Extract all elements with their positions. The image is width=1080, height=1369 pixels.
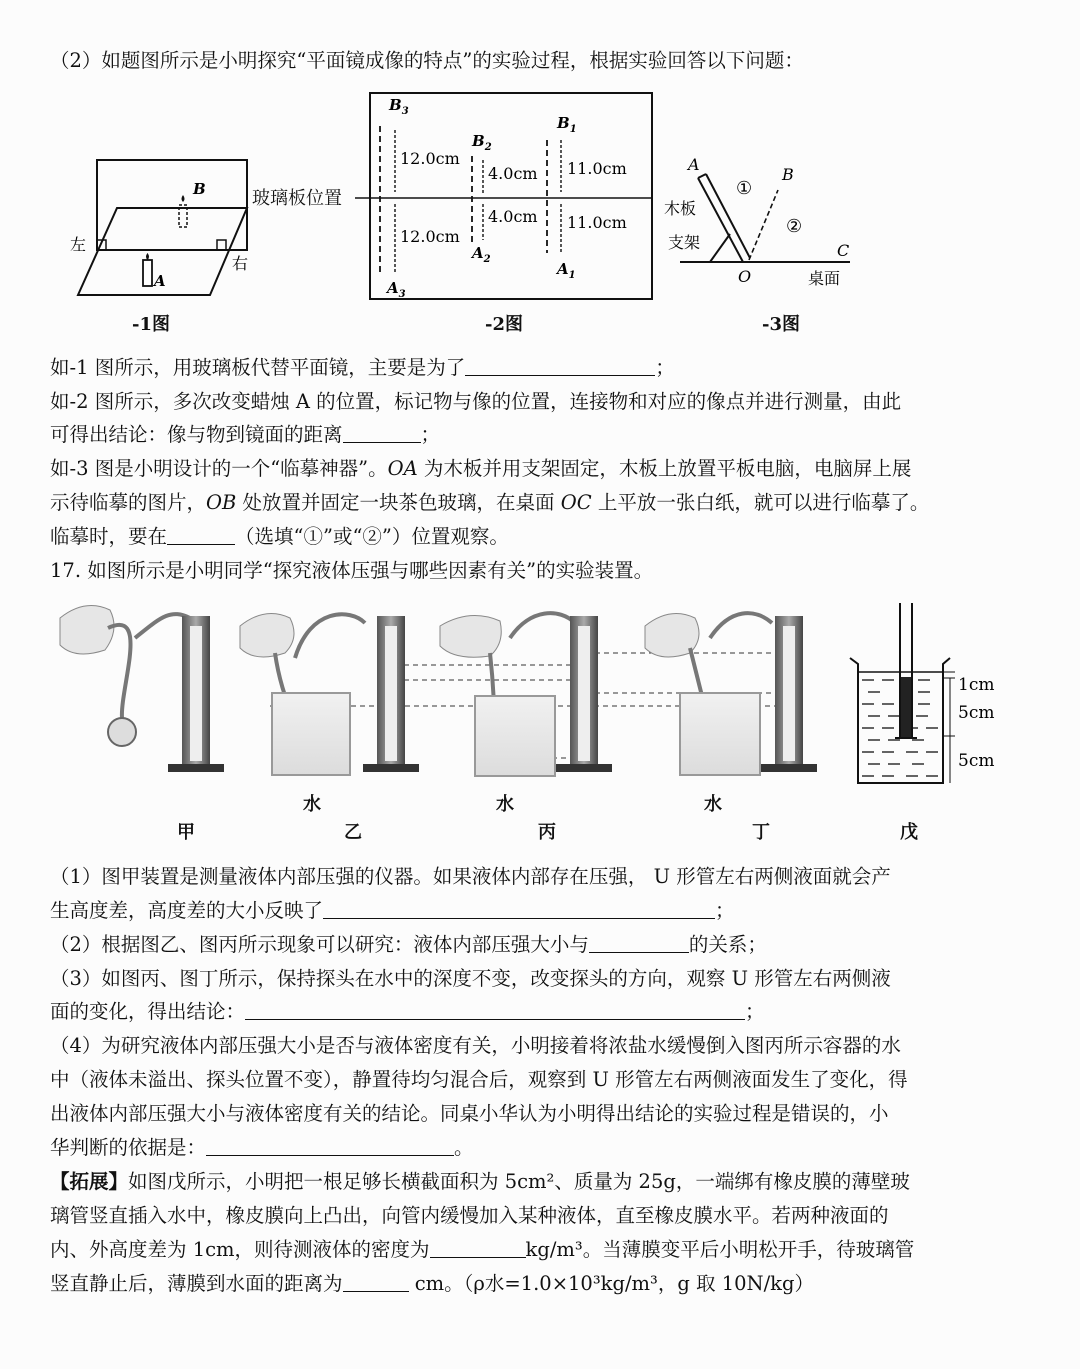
q16-q3-line1: 如-3 图是小明设计的一个“临摹神器”。OA 为木板并用支架固定，木板上放置平板电脑，电脑屏上展 (50, 457, 912, 480)
fig2-d1-top: 11.0cm (567, 159, 627, 178)
q17-p3-line1: （3）如图丙、图丁所示，保持探头在水中的深度不变，改变探头的方向，观察 U 形管左右两侧液 (50, 967, 891, 990)
setup-yi (240, 614, 419, 776)
figure-2-image-distances (355, 88, 655, 303)
water-label-bing: 水 (496, 794, 514, 815)
fig3-stand-label: 支架 (668, 233, 701, 252)
q17-p1-line2: 生高度差，高度差的大小反映了 ； (50, 899, 735, 922)
water-label-ding: 水 (704, 794, 722, 815)
answer-blank-q16-3[interactable] (167, 524, 235, 545)
fig2-glass-label: 玻璃板位置 (252, 188, 342, 209)
wu-dim-5cm-upper: 5cm (958, 703, 995, 723)
fig-label-bing: 丙 (538, 822, 556, 843)
q16-q2-line2: 可得出结论：像与物到镜面的距离 ； (50, 423, 441, 446)
q16-q1: 如-1 图所示，用玻璃板代替平面镜，主要是为了 ； (50, 356, 675, 379)
water-label-yi: 水 (303, 794, 321, 815)
q17-p4-line3: 出液体内部压强大小与液体密度有关的结论。同桌小华认为小明得出结论的实验过程是错误的，小 (50, 1102, 889, 1125)
q16-intro: （2）如题图所示是小明探究“平面镜成像的特点”的实验过程，根据实验回答以下问题： (50, 49, 804, 72)
q16-q2-line1: 如-2 图所示，多次改变蜡烛 A 的位置，标记物与像的位置，连接物和对应的像点并进行测量，由此 (50, 390, 902, 413)
fig2-d3-top: 12.0cm (400, 149, 460, 168)
fig3-o: O (738, 267, 752, 286)
fig3-board-label: 木板 (664, 199, 697, 218)
answer-blank-q17-1[interactable] (323, 898, 715, 919)
fig2-b3: $B_3$ (389, 96, 409, 117)
fig3-a: A (688, 155, 700, 174)
answer-blank-q17-density[interactable] (430, 1237, 526, 1258)
setup-ding (645, 613, 817, 775)
fig2-d2-bot: 4.0cm (488, 207, 538, 226)
fig3-desk-label: 桌面 (808, 269, 841, 288)
fig3-circle-1: ① (736, 178, 753, 199)
fig1-label-right: 右 (232, 254, 249, 273)
fig-label-wu: 戊 (900, 822, 918, 843)
fig1-label-left: 左 (70, 235, 87, 254)
fig2-a2: $A_2$ (472, 244, 491, 265)
answer-blank-q17-4[interactable] (206, 1135, 454, 1156)
fig2-b1: $B_1$ (557, 114, 577, 135)
fig2-a3: $A_3$ (387, 279, 406, 300)
fig-label-ding: 丁 (752, 822, 770, 843)
fig2-d2-top: 4.0cm (488, 164, 538, 183)
figure-3-tracing-device (660, 150, 870, 300)
q17-p2: （2）根据图乙、图丙所示现象可以研究：液体内部压强大小与 的关系； (50, 933, 767, 956)
setup-wu (850, 603, 994, 783)
fig2-d1-bot: 11.0cm (567, 213, 627, 232)
fig3-b: B (782, 165, 794, 184)
q17-ext-line4: 竖直静止后，薄膜到水面的距离为 cm。（ρ水=1.0×10³kg/m³，g 取 10N/kg） (50, 1272, 814, 1295)
q17-title: 17. 如图所示是小明同学“探究液体压强与哪些因素有关”的实验装置。 (50, 559, 654, 582)
fig2-b2: $B_2$ (472, 132, 492, 153)
fig2-caption: -2图 (485, 314, 523, 335)
fig-label-yi: 乙 (344, 822, 362, 843)
fig2-d3-bot: 12.0cm (400, 227, 460, 246)
answer-blank-q16-2[interactable] (343, 422, 421, 443)
fig1-label-a: A (154, 272, 166, 290)
fig-label-jia: 甲 (177, 822, 195, 843)
q17-ext-line1: 【拓展】如图戊所示，小明把一根足够长横截面积为 5cm²、质量为 25g，一端绑有橡皮膜的薄壁玻 (50, 1170, 910, 1193)
q17-p4-line4: 华判断的依据是： 。 (50, 1136, 474, 1159)
answer-blank-q17-2[interactable] (589, 932, 689, 953)
q17-pressure-apparatus-figure (50, 598, 1040, 798)
q17-ext-line2: 璃管竖直插入水中，橡皮膜向上凸出，向管内缓慢加入某种液体，直至橡皮膜水平。若两种液面的 (50, 1204, 889, 1227)
fig3-circle-2: ② (786, 216, 803, 237)
wu-dim-5cm-lower: 5cm (958, 751, 995, 771)
setup-jia (60, 606, 224, 773)
q17-ext-line3: 内、外高度差为 1cm，则待测液体的密度为 kg/m³。当薄膜变平后小明松开手，待玻璃管 (50, 1238, 915, 1261)
setup-bing (440, 613, 612, 776)
answer-blank-q16-1[interactable] (465, 355, 655, 376)
q16-q3-line3: 临摹时，要在 （选填“①”或“②”）位置观察。 (50, 525, 509, 548)
q17-p3-line2: 面的变化，得出结论： ； (50, 1000, 765, 1023)
fig3-c: C (837, 241, 850, 260)
q17-p1-line1: （1）图甲装置是测量液体内部压强的仪器。如果液体内部存在压强， U 形管左右两侧液面就会产 (50, 865, 891, 888)
q16-q3-line2: 示待临摹的图片，OB 处放置并固定一块茶色玻璃，在桌面 OC 上平放一张白纸，就可以进行临摹了。 (50, 491, 930, 514)
wu-dim-1cm: 1cm (958, 675, 995, 695)
figure-1-mirror-setup (60, 150, 260, 300)
fig3-caption: -3图 (762, 314, 800, 335)
fig1-label-b: B (193, 180, 206, 198)
answer-blank-q17-distance[interactable] (343, 1271, 409, 1292)
fig2-a1: $A_1$ (557, 260, 576, 281)
q17-p4-line2: 中（液体未溢出、探头位置不变），静置待均匀混合后，观察到 U 形管左右两侧液面发生了变化，得 (50, 1068, 908, 1091)
q17-p4-line1: （4）为研究液体内部压强大小是否与液体密度有关，小明接着将浓盐水缓慢倒入图丙所示容器的水 (50, 1034, 901, 1057)
answer-blank-q17-3[interactable] (245, 999, 745, 1020)
fig1-caption: -1图 (132, 314, 170, 335)
